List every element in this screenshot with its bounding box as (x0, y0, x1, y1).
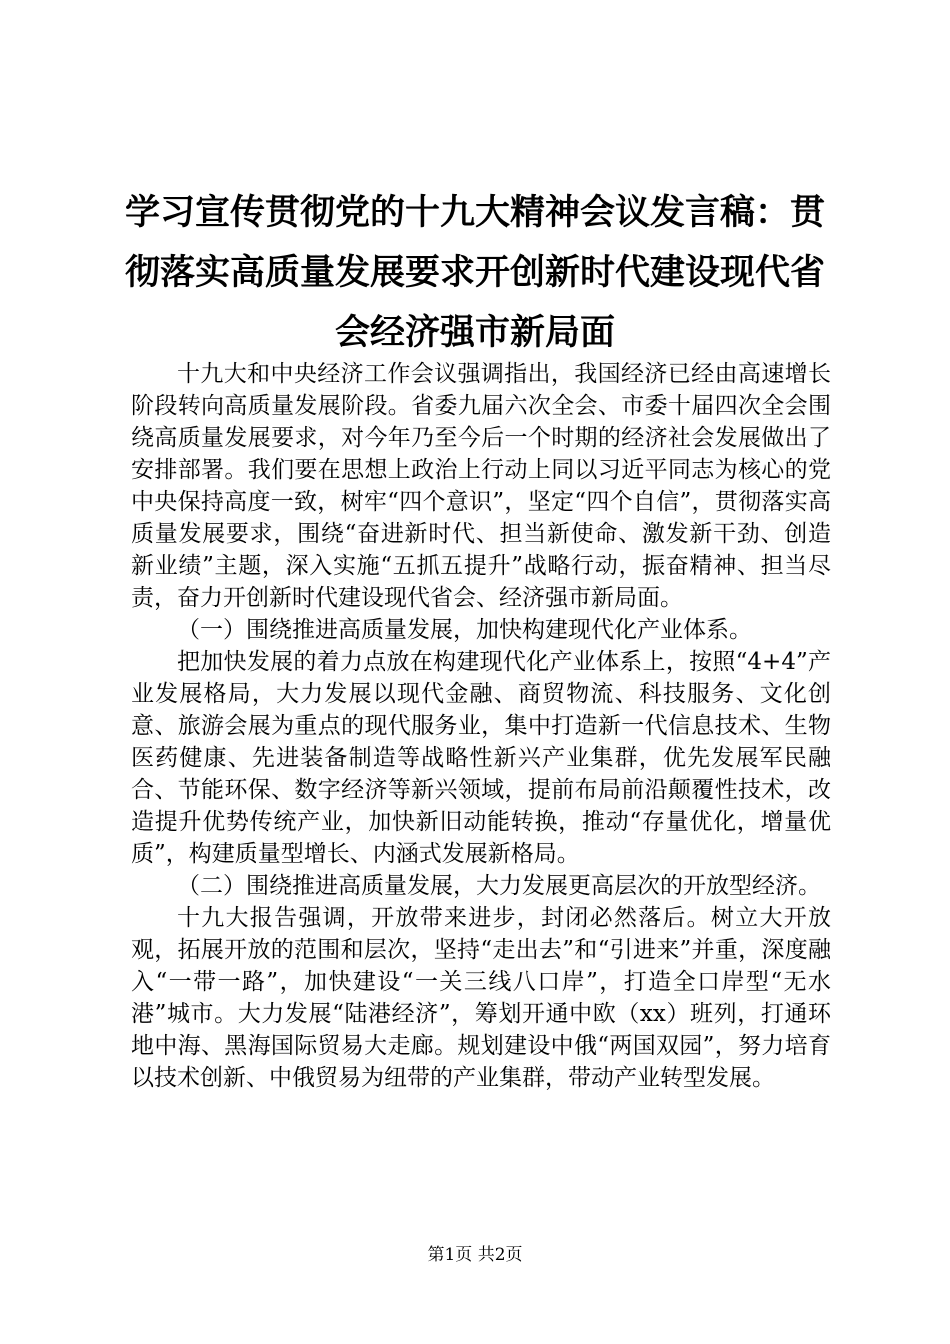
title-line-1: 学习宣传贯彻党的十九大精神会议发言稿：贯 (124, 192, 825, 233)
section-paragraph-1: 把加快发展的着力点放在构建现代化产业体系上，按照“4+4”产业发展格局，大力发展以现代金融、商贸物流、科技服务、文化创意、旅游会展为重点的现代服务业，集中打造新一代信息技术、生物医药健康、先进装备制造等战略性新兴产业集群，优先发展军民融合、节能环保、数字经济等新兴领域，提前布局前沿颠覆性技术，改造提升优势传统产业，加快新旧动能转换，推动“存量优化，增量优质”，构建质量型增长、内涵式发展新格局。 (131, 649, 831, 867)
title-line-2: 彻落实高质量发展要求开创新时代建设现代省 (124, 252, 825, 293)
document-body (131, 358, 831, 1094)
section-paragraph-2: 十九大报告强调，开放带来进步，封闭必然落后。树立大开放观，拓展开放的范围和层次，坚持“走出去”和“引进来”并重，深度融入“一带一路”，加快建设“一关三线八口岸”，打造全口岸型“无水港”城市。大力发展“陆港经济”，筹划开通中欧（xx）班列，打通环地中海、黑海国际贸易大走廊。规划建设中俄“两国双园”，努力培育以技术创新、中俄贸易为纽带的产业集群，带动产业转型发展。 (131, 905, 831, 1091)
document-title (100, 183, 850, 363)
intro-paragraph: 十九大和中央经济工作会议强调指出，我国经济已经由高速增长阶段转向高质量发展阶段。省委九届六次全会、市委十届四次全会围绕高质量发展要求，对今年乃至今后一个时期的经济社会发展做出了安排部署。我们要在思想上政治上行动上同以习近平同志为核心的党中央保持高度一致，树牢“四个意识”，坚定“四个自信”，贯彻落实高质量发展要求，围绕“奋进新时代、担当新使命、激发新干劲、创造新业绩”主题，深入实施“五抓五提升”战略行动，振奋精神、担当尽责，奋力开创新时代建设现代省会、经济强市新局面。 (131, 361, 831, 611)
page-footer: 第1页 共2页 (427, 1245, 523, 1265)
section-heading-1: （一）围绕推进高质量发展，加快构建现代化产业体系。 (177, 617, 752, 643)
section-heading-2: （二）围绕推进高质量发展，大力发展更高层次的开放型经济。 (177, 873, 821, 899)
title-line-3: 会经济强市新局面 (334, 312, 615, 353)
